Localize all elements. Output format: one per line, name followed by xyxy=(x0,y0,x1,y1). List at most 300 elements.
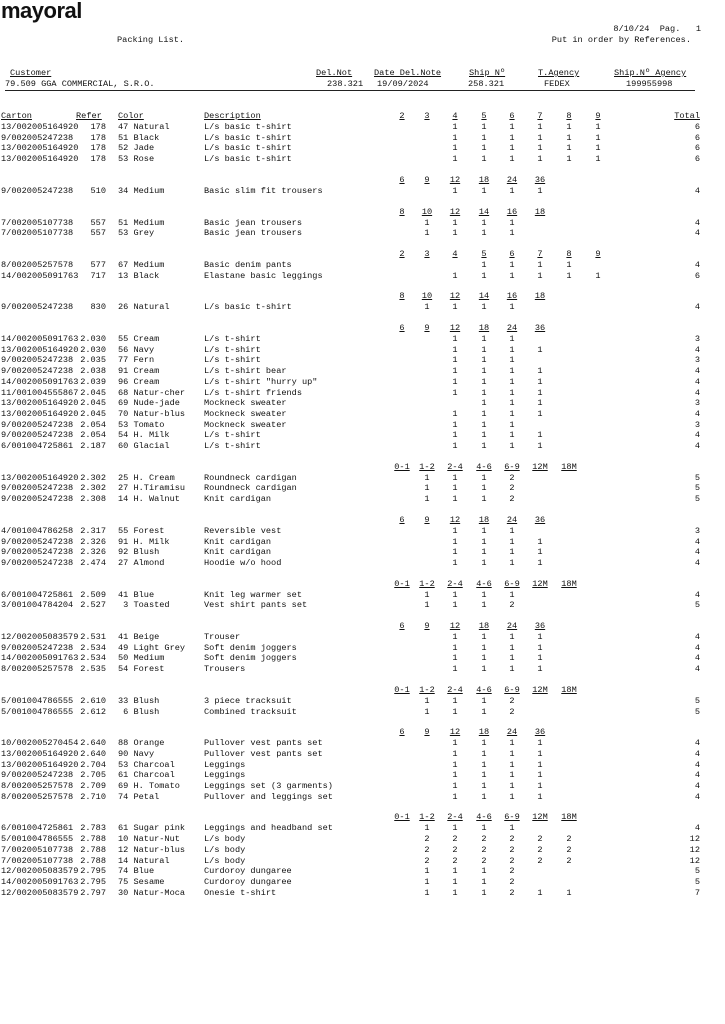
quantity-cell: 1 xyxy=(424,695,430,706)
quantity-cell: 1 xyxy=(595,122,601,132)
quantity-cell: 1 xyxy=(509,154,515,165)
date-page: 8/10/24 Pag. 1 xyxy=(613,24,701,34)
quantity-cell: 1 xyxy=(481,387,487,398)
refer-cell: 2.509 xyxy=(80,589,106,600)
carton-cell: 5/001004786555 xyxy=(1,695,74,706)
quantity-cell: 2 xyxy=(509,855,515,866)
quantity-cell: 1 xyxy=(452,547,458,558)
quantity-cell: 1 xyxy=(537,430,543,441)
total-cell: 4 xyxy=(694,185,700,196)
quantity-cell: 1 xyxy=(452,334,458,344)
refer-cell: 2.531 xyxy=(80,632,106,642)
quantity-cell: 2 xyxy=(509,876,515,887)
carton-cell: 7/002005107738 xyxy=(1,855,74,866)
quantity-cell: 1 xyxy=(509,355,515,366)
refer-cell: 2.640 xyxy=(80,738,106,749)
label-ship-no: Ship Nº xyxy=(469,68,506,78)
quantity-cell: 1 xyxy=(452,748,458,759)
quantity-cell: 1 xyxy=(481,887,487,898)
col-header-refer: Refer xyxy=(76,111,102,121)
total-cell: 4 xyxy=(694,759,700,770)
quantity-cell: 1 xyxy=(509,376,515,387)
refer-cell: 2.474 xyxy=(80,557,106,568)
carton-cell: 7/002005107738 xyxy=(1,844,74,855)
size-header-label: 6 xyxy=(399,621,405,631)
quantity-cell: 1 xyxy=(452,600,458,611)
total-cell: 4 xyxy=(694,589,700,600)
quantity-cell: 1 xyxy=(537,632,543,642)
quantity-cell: 1 xyxy=(509,632,515,642)
quantity-cell: 1 xyxy=(452,344,458,355)
color-cell: 77 Fern xyxy=(118,355,155,366)
size-header-label: 24 xyxy=(506,621,518,631)
refer-cell: 2.045 xyxy=(80,408,106,419)
refer-cell: 2.788 xyxy=(80,834,106,845)
carton-cell: 14/002005091763 xyxy=(1,376,79,387)
quantity-cell: 1 xyxy=(509,642,515,653)
total-cell: 4 xyxy=(694,536,700,547)
quantity-cell: 1 xyxy=(509,408,515,419)
size-header-label: 8 xyxy=(566,111,572,121)
total-cell: 4 xyxy=(694,664,700,675)
quantity-cell: 1 xyxy=(481,748,487,759)
color-cell: 60 Glacial xyxy=(118,441,170,451)
total-cell: 6 xyxy=(694,154,700,165)
label-del-not: Del.Not xyxy=(316,68,353,78)
carton-cell: 7/002005107738 xyxy=(1,228,74,239)
quantity-cell: 1 xyxy=(481,791,487,802)
quantity-cell: 1 xyxy=(452,430,458,441)
quantity-cell: 1 xyxy=(481,781,487,791)
total-cell: 4 xyxy=(694,430,700,441)
description-cell: L/s t-shirt "hurry up" xyxy=(204,376,318,387)
description-cell: Mockneck sweater xyxy=(204,398,287,409)
description-cell: Vest shirt pants set xyxy=(204,600,308,611)
size-header-label: 8 xyxy=(399,206,405,217)
refer-cell: 2.612 xyxy=(80,706,106,717)
date-del-note-value: 19/09/2024 xyxy=(377,79,429,89)
size-header-label: 18 xyxy=(478,727,490,738)
quantity-cell: 1 xyxy=(537,154,543,165)
carton-cell: 9/002005247238 xyxy=(1,355,74,366)
quantity-cell: 1 xyxy=(424,887,430,898)
color-cell: 51 Black xyxy=(118,132,160,143)
quantity-cell: 2 xyxy=(424,844,430,855)
quantity-cell: 1 xyxy=(481,876,487,887)
quantity-cell: 2 xyxy=(566,834,572,845)
quantity-cell: 1 xyxy=(509,259,515,270)
size-header-label: 18M xyxy=(561,684,577,695)
description-cell: Basic denim pants xyxy=(204,259,292,270)
refer-cell: 557 xyxy=(90,228,106,239)
quantity-cell: 1 xyxy=(537,791,543,802)
description-cell: Trouser xyxy=(204,632,241,642)
quantity-cell: 2 xyxy=(424,834,430,845)
description-cell: Reversible vest xyxy=(204,525,282,536)
carton-cell: 9/002005247238 xyxy=(1,770,74,781)
quantity-cell: 1 xyxy=(537,387,543,398)
size-header-label: 9 xyxy=(424,621,430,631)
size-header-label: 36 xyxy=(534,621,546,631)
description-cell: L/s t-shirt xyxy=(204,334,261,344)
carton-cell: 6/001004725861 xyxy=(1,441,74,451)
total-cell: 5 xyxy=(694,472,700,483)
refer-cell: 2.788 xyxy=(80,844,106,855)
color-cell: 69 H. Tomato xyxy=(118,781,180,791)
quantity-cell: 2 xyxy=(509,695,515,706)
carton-cell: 9/002005247238 xyxy=(1,430,74,441)
quantity-cell: 1 xyxy=(509,781,515,791)
refer-cell: 178 xyxy=(90,132,106,143)
quantity-cell: 1 xyxy=(509,185,515,196)
description-cell: L/s basic t-shirt xyxy=(204,302,292,313)
quantity-cell: 1 xyxy=(566,887,572,898)
size-header-label: 4-6 xyxy=(476,578,492,589)
quantity-cell: 1 xyxy=(452,781,458,791)
description-cell: L/s basic t-shirt xyxy=(204,154,292,165)
description-cell: Curdoroy dungaree xyxy=(204,866,292,877)
refer-cell: 2.534 xyxy=(80,642,106,653)
color-cell: 55 Cream xyxy=(118,334,160,344)
color-cell: 41 Blue xyxy=(118,589,155,600)
size-header-label: 12 xyxy=(449,174,461,185)
quantity-cell: 1 xyxy=(537,132,543,143)
size-header-label: 12 xyxy=(449,323,461,333)
quantity-cell: 1 xyxy=(537,536,543,547)
color-cell: 61 Charcoal xyxy=(118,770,175,781)
quantity-cell: 1 xyxy=(566,270,572,281)
quantity-cell: 1 xyxy=(537,748,543,759)
total-cell: 4 xyxy=(694,642,700,653)
carton-cell: 9/002005247238 xyxy=(1,302,74,313)
total-cell: 4 xyxy=(694,557,700,568)
description-cell: L/s body xyxy=(204,844,246,855)
quantity-cell: 1 xyxy=(481,355,487,366)
carton-cell: 8/002005257578 xyxy=(1,664,74,675)
quantity-cell: 1 xyxy=(537,887,543,898)
refer-cell: 2.795 xyxy=(80,876,106,887)
total-cell: 4 xyxy=(694,302,700,313)
carton-cell: 14/002005091763 xyxy=(1,334,79,344)
quantity-cell: 1 xyxy=(452,759,458,770)
size-header-label: 10 xyxy=(421,206,433,217)
color-cell: 27 H.Tiramisu xyxy=(118,483,186,494)
quantity-cell: 2 xyxy=(566,855,572,866)
size-header-label: 7 xyxy=(537,248,543,259)
description-cell: L/s basic t-shirt xyxy=(204,132,292,143)
refer-cell: 2.705 xyxy=(80,770,106,781)
quantity-cell: 1 xyxy=(452,557,458,568)
total-cell: 4 xyxy=(694,748,700,759)
carton-cell: 7/002005107738 xyxy=(1,217,74,228)
size-header-label: 6 xyxy=(399,514,405,525)
quantity-cell: 1 xyxy=(452,408,458,419)
refer-cell: 2.045 xyxy=(80,387,106,398)
quantity-cell: 2 xyxy=(452,834,458,845)
quantity-cell: 1 xyxy=(452,823,458,834)
quantity-cell: 1 xyxy=(509,228,515,239)
quantity-cell: 1 xyxy=(537,408,543,419)
quantity-cell: 1 xyxy=(481,536,487,547)
quantity-cell: 1 xyxy=(452,738,458,749)
quantity-cell: 1 xyxy=(481,366,487,377)
quantity-cell: 1 xyxy=(452,387,458,398)
color-cell: 88 Orange xyxy=(118,738,165,749)
quantity-cell: 1 xyxy=(509,770,515,781)
size-header-label: 5 xyxy=(481,248,487,259)
quantity-cell: 1 xyxy=(537,143,543,154)
total-cell: 4 xyxy=(694,770,700,781)
total-cell: 5 xyxy=(694,483,700,494)
total-cell: 5 xyxy=(694,876,700,887)
size-header-label: 9 xyxy=(424,514,430,525)
quantity-cell: 1 xyxy=(481,653,487,664)
quantity-cell: 1 xyxy=(509,430,515,441)
color-cell: 27 Almond xyxy=(118,557,165,568)
refer-cell: 178 xyxy=(90,154,106,165)
refer-cell: 178 xyxy=(90,122,106,132)
carton-cell: 11/001004555867 xyxy=(1,387,79,398)
quantity-cell: 1 xyxy=(452,228,458,239)
quantity-cell: 1 xyxy=(537,270,543,281)
refer-cell: 2.704 xyxy=(80,759,106,770)
refer-cell: 2.039 xyxy=(80,376,106,387)
color-cell: 74 Blue xyxy=(118,866,155,877)
size-header-label: 6-9 xyxy=(504,812,520,823)
description-cell: L/s t-shirt bear xyxy=(204,366,287,377)
quantity-cell: 1 xyxy=(509,759,515,770)
total-cell: 6 xyxy=(694,132,700,143)
size-header-label: 24 xyxy=(506,514,518,525)
total-cell: 4 xyxy=(694,653,700,664)
size-header-label: 6 xyxy=(399,174,405,185)
refer-cell: 2.783 xyxy=(80,823,106,834)
quantity-cell: 1 xyxy=(452,376,458,387)
ship-no-value: 258.321 xyxy=(468,79,505,89)
t-agency-value: FEDEX xyxy=(544,79,570,89)
size-header-label: 9 xyxy=(424,727,430,738)
description-cell: L/s t-shirt xyxy=(204,430,261,441)
total-cell: 5 xyxy=(694,695,700,706)
carton-cell: 5/001004786555 xyxy=(1,834,74,845)
quantity-cell: 1 xyxy=(509,419,515,430)
quantity-cell: 2 xyxy=(566,844,572,855)
description-cell: Pullover vest pants set xyxy=(204,748,323,759)
col-header-color: Color xyxy=(118,111,144,121)
quantity-cell: 1 xyxy=(452,132,458,143)
color-cell: 96 Cream xyxy=(118,376,160,387)
quantity-cell: 1 xyxy=(509,557,515,568)
quantity-cell: 1 xyxy=(452,122,458,132)
quantity-cell: 1 xyxy=(566,154,572,165)
total-cell: 5 xyxy=(694,494,700,505)
size-header-label: 18 xyxy=(478,514,490,525)
size-header-label: 36 xyxy=(534,323,546,333)
total-cell: 4 xyxy=(694,344,700,355)
color-cell: 56 Navy xyxy=(118,344,155,355)
quantity-cell: 2 xyxy=(509,887,515,898)
color-cell: 14 H. Walnut xyxy=(118,494,180,505)
quantity-cell: 1 xyxy=(566,132,572,143)
quantity-cell: 2 xyxy=(452,844,458,855)
quantity-cell: 1 xyxy=(537,259,543,270)
quantity-cell: 1 xyxy=(452,876,458,887)
brand-logo: mayoral xyxy=(1,0,82,23)
quantity-cell: 1 xyxy=(424,483,430,494)
color-cell: 53 Tomato xyxy=(118,419,165,430)
description-cell: Mockneck sweater xyxy=(204,408,287,419)
quantity-cell: 1 xyxy=(509,387,515,398)
quantity-cell: 1 xyxy=(509,547,515,558)
info-divider xyxy=(5,90,695,91)
description-cell: Roundneck cardigan xyxy=(204,483,297,494)
quantity-cell: 1 xyxy=(509,738,515,749)
color-cell: 3 Toasted xyxy=(118,600,170,611)
color-cell: 51 Medium xyxy=(118,217,165,228)
size-header-label: 6 xyxy=(399,323,405,333)
quantity-cell: 2 xyxy=(509,494,515,505)
size-header-label: 12M xyxy=(532,812,548,823)
total-cell: 4 xyxy=(694,823,700,834)
quantity-cell: 1 xyxy=(481,259,487,270)
quantity-cell: 1 xyxy=(452,791,458,802)
refer-cell: 2.535 xyxy=(80,664,106,675)
color-cell: 67 Medium xyxy=(118,259,165,270)
carton-cell: 9/002005247238 xyxy=(1,547,74,558)
col-header-total: Total xyxy=(674,111,700,121)
quantity-cell: 2 xyxy=(509,600,515,611)
quantity-cell: 1 xyxy=(595,132,601,143)
quantity-cell: 1 xyxy=(481,122,487,132)
quantity-cell: 1 xyxy=(481,344,487,355)
quantity-cell: 1 xyxy=(509,589,515,600)
quantity-cell: 1 xyxy=(452,866,458,877)
description-cell: Pullover and leggings set xyxy=(204,791,333,802)
refer-cell: 2.308 xyxy=(80,494,106,505)
size-header-label: 9 xyxy=(595,248,601,259)
total-cell: 6 xyxy=(694,143,700,154)
carton-cell: 13/002005164920 xyxy=(1,759,79,770)
refer-cell: 2.326 xyxy=(80,547,106,558)
quantity-cell: 1 xyxy=(537,344,543,355)
description-cell: L/s t-shirt xyxy=(204,441,261,451)
description-cell: L/s t-shirt xyxy=(204,344,261,355)
carton-cell: 9/002005247238 xyxy=(1,419,74,430)
color-cell: 14 Natural xyxy=(118,855,170,866)
quantity-cell: 1 xyxy=(424,217,430,228)
size-header-label: 5 xyxy=(481,111,487,121)
carton-cell: 12/002005083579 xyxy=(1,887,79,898)
quantity-cell: 1 xyxy=(481,738,487,749)
size-header-label: 2 xyxy=(399,248,405,259)
size-header-label: 4-6 xyxy=(476,461,492,472)
refer-cell: 2.788 xyxy=(80,855,106,866)
total-cell: 3 xyxy=(694,398,700,409)
size-header-label: 24 xyxy=(506,727,518,738)
quantity-cell: 1 xyxy=(509,334,515,344)
size-header-label: 24 xyxy=(506,323,518,333)
refer-cell: 510 xyxy=(90,185,106,196)
quantity-cell: 1 xyxy=(509,217,515,228)
color-cell: 12 Natur-blus xyxy=(118,844,186,855)
quantity-cell: 1 xyxy=(595,143,601,154)
size-header-label: 4 xyxy=(452,248,458,259)
color-cell: 13 Black xyxy=(118,270,160,281)
total-cell: 4 xyxy=(694,408,700,419)
color-cell: 68 Natur-cher xyxy=(118,387,186,398)
quantity-cell: 1 xyxy=(537,770,543,781)
total-cell: 6 xyxy=(694,270,700,281)
color-cell: 61 Sugar pink xyxy=(118,823,186,834)
carton-cell: 3/001004784204 xyxy=(1,600,74,611)
del-not-value: 238.321 xyxy=(327,79,364,89)
size-header-label: 8 xyxy=(566,248,572,259)
color-cell: 75 Sesame xyxy=(118,876,165,887)
size-header-label: 1-2 xyxy=(419,684,435,695)
description-cell: Pullover vest pants set xyxy=(204,738,323,749)
quantity-cell: 1 xyxy=(481,483,487,494)
description-cell: Soft denim joggers xyxy=(204,642,297,653)
quantity-cell: 1 xyxy=(509,653,515,664)
quantity-cell: 1 xyxy=(509,270,515,281)
size-header-label: 0-1 xyxy=(394,578,410,589)
total-cell: 4 xyxy=(694,366,700,377)
quantity-cell: 2 xyxy=(481,844,487,855)
size-header-label: 18M xyxy=(561,461,577,472)
total-cell: 4 xyxy=(694,547,700,558)
description-cell: Elastane basic leggings xyxy=(204,270,323,281)
total-cell: 4 xyxy=(694,791,700,802)
quantity-cell: 1 xyxy=(452,143,458,154)
description-cell: Mockneck sweater xyxy=(204,419,287,430)
carton-cell: 14/002005091763 xyxy=(1,653,79,664)
description-cell: Hoodie w/o hood xyxy=(204,557,282,568)
carton-cell: 13/002005164920 xyxy=(1,408,79,419)
carton-cell: 9/002005247238 xyxy=(1,494,74,505)
color-cell: 25 H. Cream xyxy=(118,472,175,483)
refer-cell: 2.709 xyxy=(80,781,106,791)
quantity-cell: 2 xyxy=(509,866,515,877)
refer-cell: 2.710 xyxy=(80,791,106,802)
size-header-label: 16 xyxy=(506,291,518,302)
quantity-cell: 1 xyxy=(452,642,458,653)
quantity-cell: 1 xyxy=(452,525,458,536)
total-cell: 4 xyxy=(694,228,700,239)
carton-cell: 9/002005247238 xyxy=(1,132,74,143)
refer-cell: 2.302 xyxy=(80,483,106,494)
quantity-cell: 1 xyxy=(452,302,458,313)
quantity-cell: 1 xyxy=(452,441,458,451)
quantity-cell: 1 xyxy=(509,122,515,132)
quantity-cell: 1 xyxy=(481,408,487,419)
size-header-label: 1-2 xyxy=(419,812,435,823)
carton-cell: 6/001004725861 xyxy=(1,823,74,834)
quantity-cell: 1 xyxy=(481,525,487,536)
description-cell: Leggings xyxy=(204,770,246,781)
size-header-label: 10 xyxy=(421,291,433,302)
quantity-cell: 1 xyxy=(509,366,515,377)
quantity-cell: 1 xyxy=(509,398,515,409)
quantity-cell: 1 xyxy=(481,770,487,781)
quantity-cell: 1 xyxy=(481,430,487,441)
carton-cell: 9/002005247238 xyxy=(1,366,74,377)
size-header-label: 0-1 xyxy=(394,684,410,695)
description-cell: Knit cardigan xyxy=(204,494,272,505)
label-date-del-note: Date Del.Note xyxy=(374,68,442,78)
refer-cell: 2.326 xyxy=(80,536,106,547)
carton-cell: 8/002005257578 xyxy=(1,259,74,270)
refer-cell: 577 xyxy=(90,259,106,270)
